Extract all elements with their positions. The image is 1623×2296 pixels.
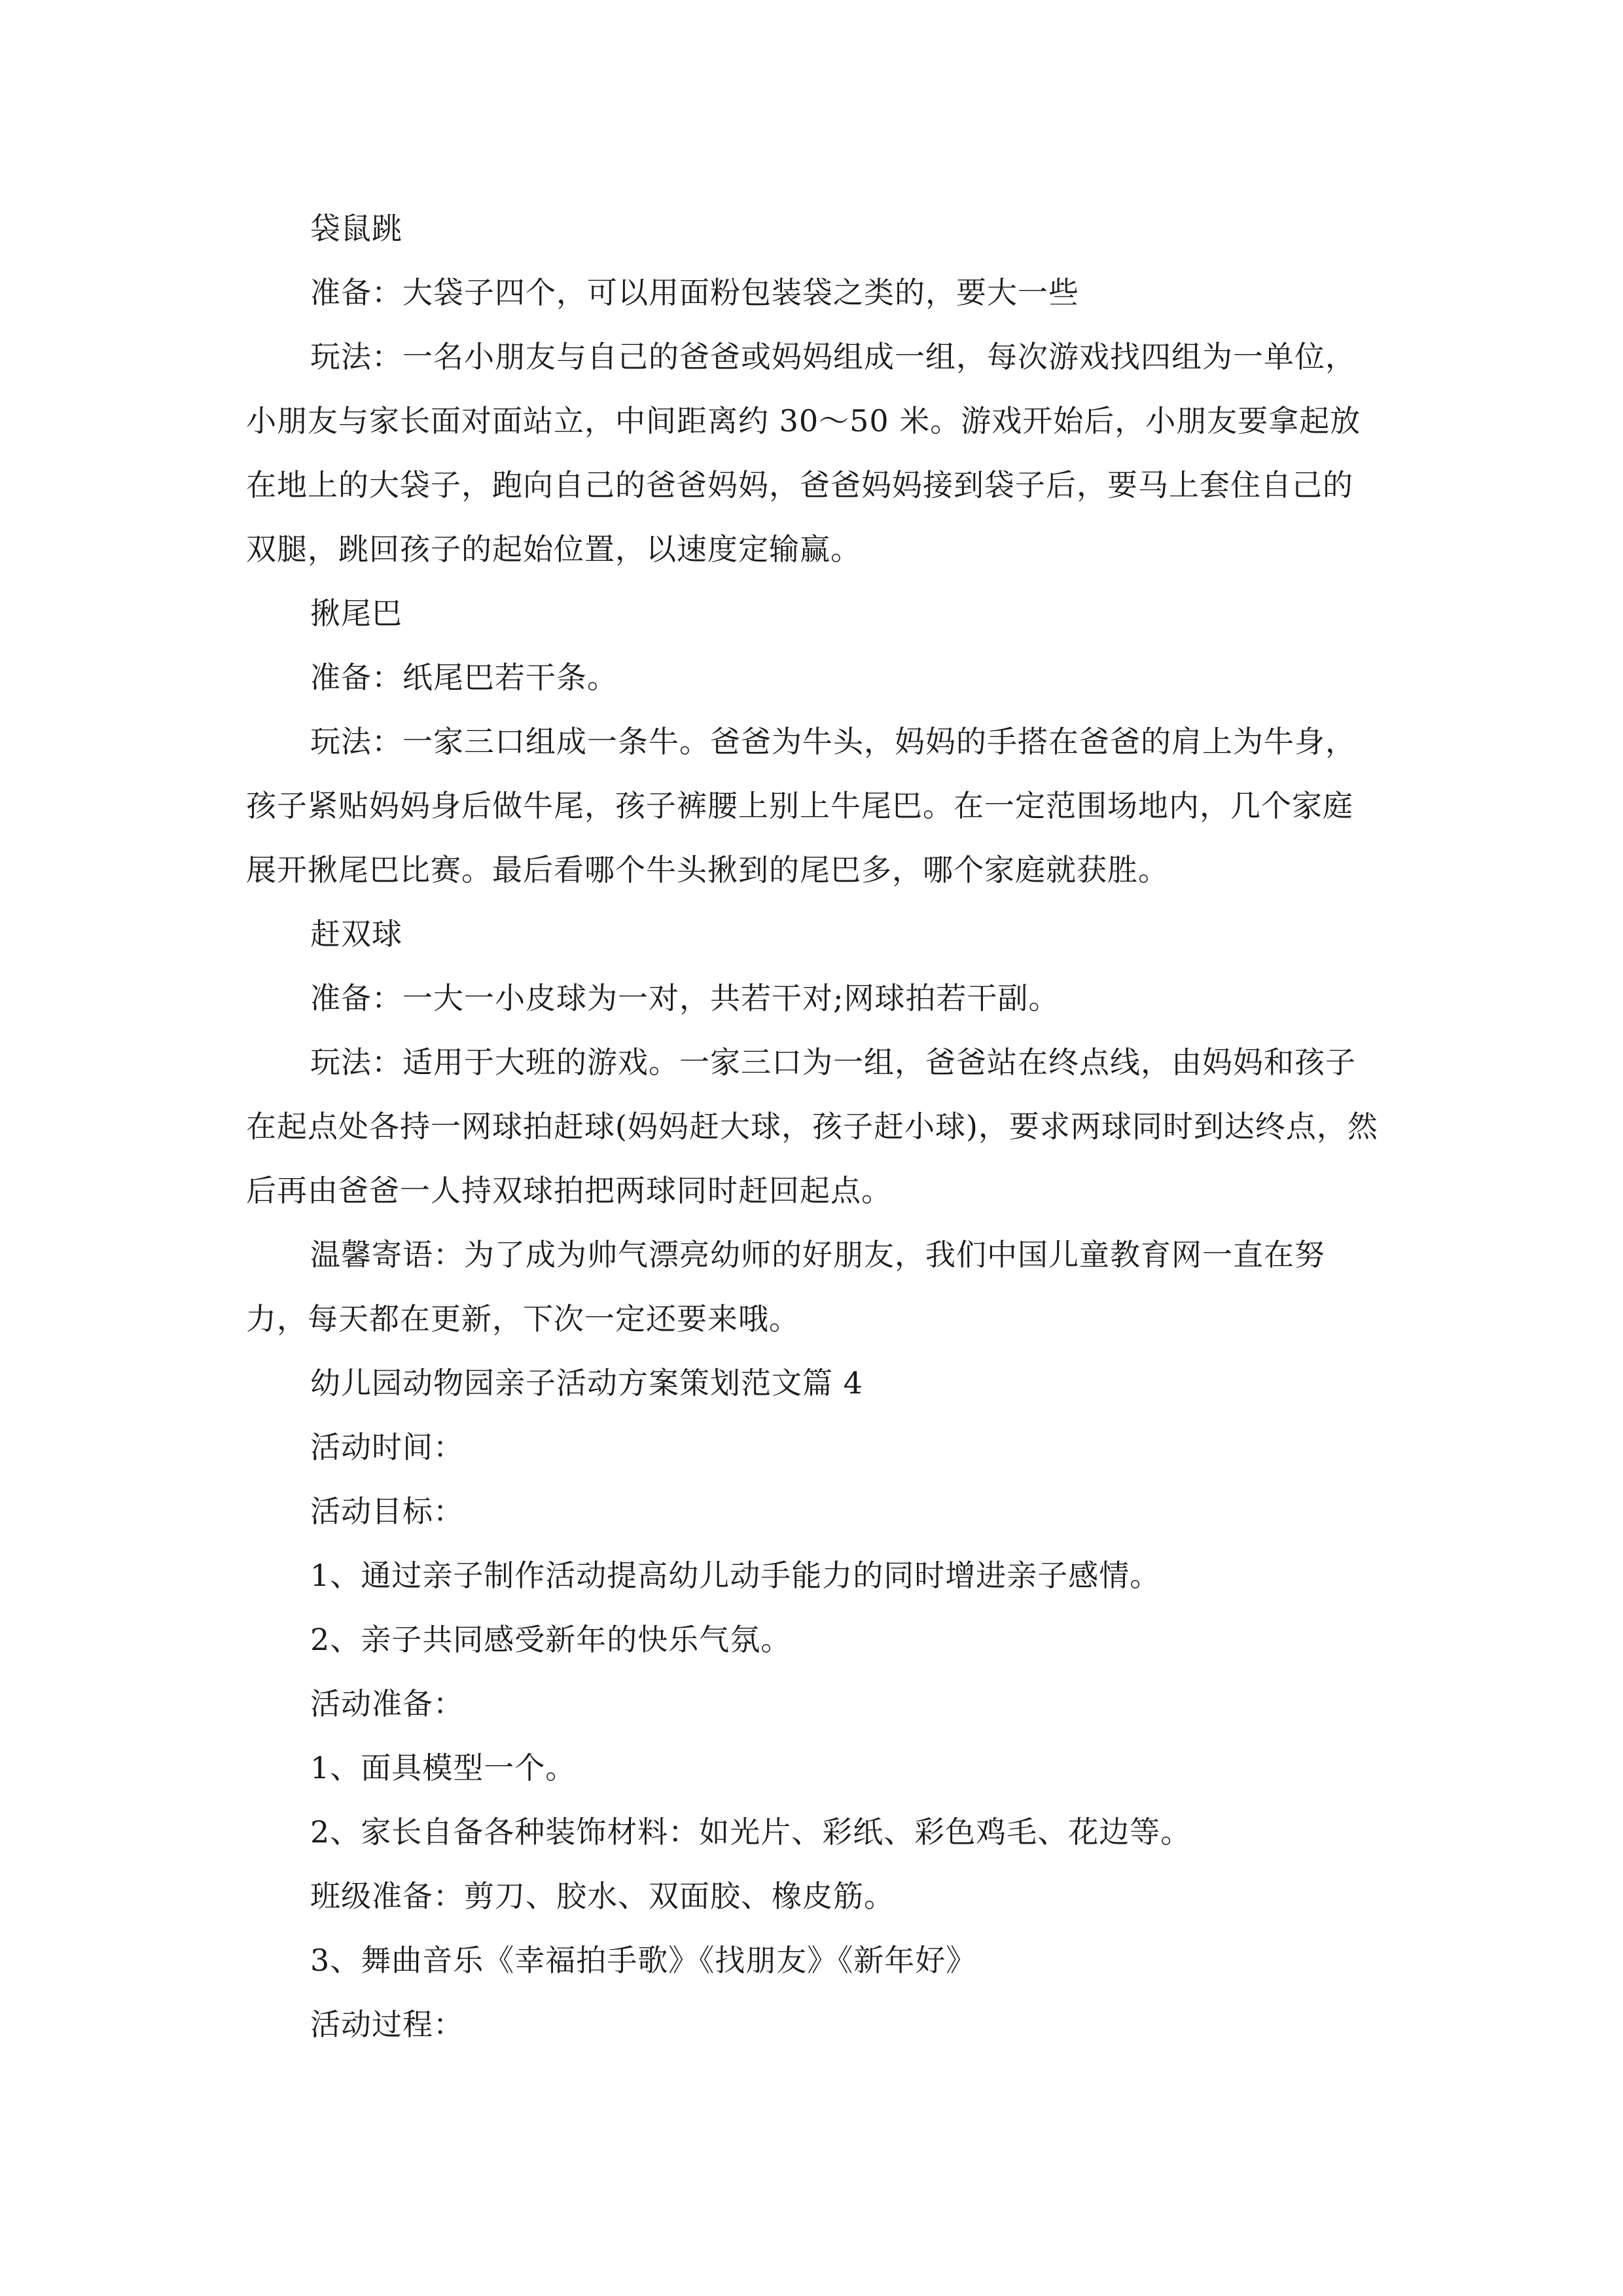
document-body	[246, 196, 1378, 2056]
preparation-item-2: 2、家长自备各种装饰材料：如光片、彩纸、彩色鸡毛、花边等。	[310, 1814, 1192, 1850]
kangaroo-jump-preparation: 准备：大袋子四个，可以用面粉包装袋之类的，要大一些	[310, 275, 1079, 310]
section-title-plan-4: 幼儿园动物园亲子活动方案策划范文篇 4	[310, 1365, 863, 1401]
activity-goal-1: 1、通过亲子制作活动提高幼儿动手能力的同时增进亲子感情。	[310, 1558, 1161, 1593]
activity-process-heading: 活动过程：	[310, 2007, 464, 2042]
preparation-item-3: 3、舞曲音乐《幸福拍手歌》《找朋友》《新年好》	[310, 1943, 977, 1978]
activity-time: 活动时间：	[310, 1429, 464, 1465]
grab-tail-preparation: 准备：纸尾巴若干条。	[310, 660, 618, 695]
activity-goals-heading: 活动目标：	[310, 1494, 464, 1529]
heading-double-ball: 赶双球	[310, 916, 402, 952]
preparation-item-1: 1、面具模型一个。	[310, 1750, 577, 1785]
grab-tail-rules: 玩法：一家三口组成一条牛。爸爸为牛头，妈妈的手搭在爸爸的肩上为牛身，孩子紧贴妈妈身后做牛尾，孩子裤腰上别上牛尾巴。在一定范围场地内，几个家庭展开揪尾巴比赛。最后看哪个牛头揪到的尾巴多，哪个家庭就获胜。	[246, 724, 1356, 888]
double-ball-rules: 玩法：适用于大班的游戏。一家三口为一组，爸爸站在终点线，由妈妈和孩子在起点处各持一网球拍赶球(妈妈赶大球，孩子赶小球)，要求两球同时到达终点，然后再由爸爸一人持双球拍把两球同时赶回起点。	[246, 1045, 1378, 1208]
kangaroo-jump-rules: 玩法：一名小朋友与自己的爸爸或妈妈组成一组，每次游戏找四组为一单位，小朋友与家长面对面站立，中间距离约 30～50 米。游戏开始后，小朋友要拿起放在地上的大袋子，跑向自己的爸爸妈妈，爸爸妈妈接到袋子后，要马上套住自己的双腿，跳回孩子的起始位置，以速度定输赢。	[246, 339, 1361, 567]
double-ball-preparation: 准备：一大一小皮球为一对，共若干对;网球拍若干副。	[310, 980, 1060, 1016]
heading-kangaroo-jump: 袋鼠跳	[310, 211, 402, 246]
heading-grab-tail: 揪尾巴	[310, 596, 402, 631]
activity-preparation-heading: 活动准备：	[310, 1686, 464, 1721]
class-preparation: 班级准备：剪刀、胶水、双面胶、橡皮筋。	[310, 1878, 895, 1914]
closing-message: 温馨寄语：为了成为帅气漂亮幼师的好朋友，我们中国儿童教育网一直在努力，每天都在更新，下次一定还要来哦。	[246, 1237, 1325, 1336]
activity-goal-2: 2、亲子共同感受新年的快乐气氛。	[310, 1622, 792, 1657]
